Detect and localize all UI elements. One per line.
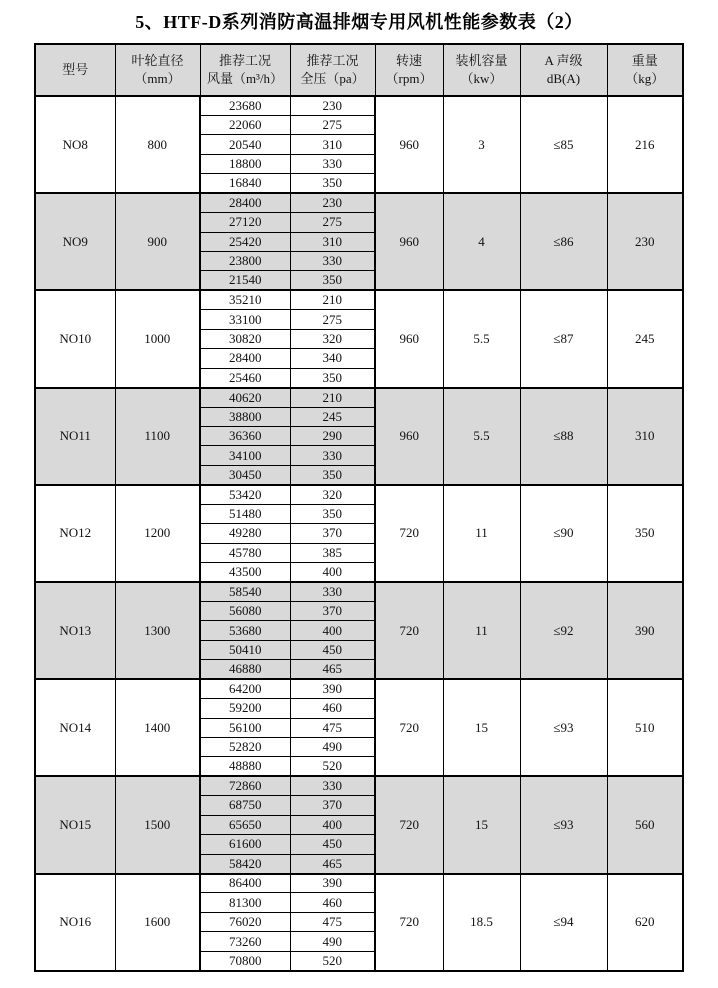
weight-cell: 620 — [607, 874, 683, 971]
table-row — [35, 96, 683, 115]
header-line: dB(A) — [546, 71, 581, 86]
weight-cell: 350 — [607, 485, 683, 582]
pressure-cell: 350 — [290, 271, 375, 290]
flow-cell: 35210 — [200, 290, 290, 309]
flow-cell: 53420 — [200, 485, 290, 504]
col-header-power — [443, 44, 520, 96]
col-header-model — [35, 44, 115, 96]
flow-cell: 52820 — [200, 737, 290, 756]
pressure-cell: 370 — [290, 601, 375, 620]
noise-cell: ≤85 — [520, 96, 607, 193]
diameter-cell: 1600 — [115, 874, 200, 971]
pressure-cell: 350 — [290, 465, 375, 484]
noise-cell: ≤86 — [520, 193, 607, 290]
weight-cell: 390 — [607, 582, 683, 679]
power-cell: 4 — [443, 193, 520, 290]
flow-cell: 43500 — [200, 563, 290, 582]
rpm-cell: 960 — [375, 193, 443, 290]
pressure-cell: 370 — [290, 524, 375, 543]
pressure-cell: 390 — [290, 679, 375, 698]
pressure-cell: 330 — [290, 776, 375, 795]
flow-cell: 38800 — [200, 407, 290, 426]
table-row — [35, 388, 683, 407]
header-line: （rpm） — [385, 71, 433, 86]
header-line: 推荐工况 — [306, 53, 359, 69]
power-cell: 15 — [443, 679, 520, 776]
rpm-cell: 960 — [375, 96, 443, 193]
flow-cell: 25460 — [200, 368, 290, 387]
pressure-cell: 465 — [290, 854, 375, 873]
pressure-cell: 490 — [290, 737, 375, 756]
rpm-cell: 720 — [375, 582, 443, 679]
pressure-cell: 460 — [290, 699, 375, 718]
header-line: 推荐工况 — [218, 53, 271, 69]
pressure-cell: 340 — [290, 349, 375, 368]
pressure-cell: 210 — [290, 290, 375, 309]
flow-cell: 81300 — [200, 893, 290, 912]
table-row — [35, 582, 683, 601]
header-line: （kg） — [625, 71, 665, 86]
flow-cell: 46880 — [200, 660, 290, 679]
pressure-cell: 490 — [290, 932, 375, 951]
weight-cell: 560 — [607, 776, 683, 873]
pressure-cell: 400 — [290, 815, 375, 834]
flow-cell: 36360 — [200, 426, 290, 445]
power-cell: 3 — [443, 96, 520, 193]
model-cell: NO8 — [35, 96, 115, 193]
weight-cell: 245 — [607, 290, 683, 387]
model-cell: NO15 — [35, 776, 115, 873]
flow-cell: 16840 — [200, 174, 290, 193]
flow-cell: 34100 — [200, 446, 290, 465]
pressure-cell: 350 — [290, 174, 375, 193]
header-line: （mm） — [134, 71, 181, 86]
flow-cell: 56100 — [200, 718, 290, 737]
page-title: 5、HTF-D系列消防高温排烟专用风机性能参数表（2） — [135, 12, 583, 32]
pressure-cell: 520 — [290, 757, 375, 776]
header-row — [35, 44, 683, 96]
power-cell: 15 — [443, 776, 520, 873]
pressure-cell: 275 — [290, 115, 375, 134]
diameter-cell: 1200 — [115, 485, 200, 582]
pressure-cell: 230 — [290, 193, 375, 212]
pressure-cell: 245 — [290, 407, 375, 426]
header-line: 装机容量 — [455, 53, 508, 69]
flow-cell: 20540 — [200, 135, 290, 154]
flow-cell: 76020 — [200, 912, 290, 931]
col-header-weight — [607, 44, 683, 96]
pressure-cell: 400 — [290, 563, 375, 582]
pressure-cell: 275 — [290, 213, 375, 232]
flow-cell: 50410 — [200, 640, 290, 659]
model-cell: NO12 — [35, 485, 115, 582]
pressure-cell: 330 — [290, 154, 375, 173]
flow-cell: 53680 — [200, 621, 290, 640]
pressure-cell: 330 — [290, 446, 375, 465]
col-header-airflow — [200, 44, 290, 96]
pressure-cell: 320 — [290, 485, 375, 504]
power-cell: 5.5 — [443, 290, 520, 387]
col-header-pressure — [290, 44, 375, 96]
table-row — [35, 290, 683, 309]
model-cell: NO11 — [35, 388, 115, 485]
flow-cell: 18800 — [200, 154, 290, 173]
col-header-noise — [520, 44, 607, 96]
flow-cell: 30820 — [200, 329, 290, 348]
flow-cell: 25420 — [200, 232, 290, 251]
diameter-cell: 1400 — [115, 679, 200, 776]
pressure-cell: 460 — [290, 893, 375, 912]
diameter-cell: 800 — [115, 96, 200, 193]
diameter-cell: 1100 — [115, 388, 200, 485]
pressure-cell: 330 — [290, 582, 375, 601]
header-line: 全压（pa） — [300, 71, 365, 86]
flow-cell: 59200 — [200, 699, 290, 718]
flow-cell: 49280 — [200, 524, 290, 543]
flow-cell: 40620 — [200, 388, 290, 407]
pressure-cell: 230 — [290, 96, 375, 115]
power-cell: 11 — [443, 582, 520, 679]
pressure-cell: 465 — [290, 660, 375, 679]
table-row — [35, 193, 683, 212]
rpm-cell: 720 — [375, 776, 443, 873]
rpm-cell: 720 — [375, 485, 443, 582]
power-cell: 5.5 — [443, 388, 520, 485]
noise-cell: ≤87 — [520, 290, 607, 387]
flow-cell: 86400 — [200, 874, 290, 893]
table-row — [35, 679, 683, 698]
weight-cell: 216 — [607, 96, 683, 193]
pressure-cell: 310 — [290, 135, 375, 154]
pressure-cell: 320 — [290, 329, 375, 348]
flow-cell: 61600 — [200, 835, 290, 854]
pressure-cell: 330 — [290, 252, 375, 271]
flow-cell: 22060 — [200, 115, 290, 134]
pressure-cell: 475 — [290, 718, 375, 737]
weight-cell: 510 — [607, 679, 683, 776]
pressure-cell: 310 — [290, 232, 375, 251]
flow-cell: 30450 — [200, 465, 290, 484]
model-cell: NO10 — [35, 290, 115, 387]
noise-cell: ≤88 — [520, 388, 607, 485]
col-header-diameter — [115, 44, 200, 96]
flow-cell: 28400 — [200, 349, 290, 368]
table-row — [35, 485, 683, 504]
model-cell: NO9 — [35, 193, 115, 290]
power-cell: 18.5 — [443, 874, 520, 971]
model-cell: NO14 — [35, 679, 115, 776]
flow-cell: 64200 — [200, 679, 290, 698]
weight-cell: 230 — [607, 193, 683, 290]
pressure-cell: 350 — [290, 504, 375, 523]
flow-cell: 48880 — [200, 757, 290, 776]
diameter-cell: 900 — [115, 193, 200, 290]
table-row — [35, 776, 683, 795]
noise-cell: ≤92 — [520, 582, 607, 679]
header-line: 叶轮直径 — [131, 53, 184, 69]
pressure-cell: 520 — [290, 951, 375, 970]
flow-cell: 58540 — [200, 582, 290, 601]
flow-cell: 21540 — [200, 271, 290, 290]
table-row — [35, 874, 683, 893]
pressure-cell: 385 — [290, 543, 375, 562]
flow-cell: 73260 — [200, 932, 290, 951]
flow-cell: 28400 — [200, 193, 290, 212]
noise-cell: ≤93 — [520, 679, 607, 776]
fan-spec-table — [34, 43, 684, 972]
pressure-cell: 275 — [290, 310, 375, 329]
diameter-cell: 1300 — [115, 582, 200, 679]
pressure-cell: 370 — [290, 796, 375, 815]
spec-table-body — [35, 96, 683, 971]
flow-cell: 27120 — [200, 213, 290, 232]
col-header-rpm — [375, 44, 443, 96]
model-cell: NO13 — [35, 582, 115, 679]
header-line: A 声级 — [544, 53, 583, 69]
header-line: 型号 — [62, 62, 89, 78]
pressure-cell: 400 — [290, 621, 375, 640]
flow-cell: 23680 — [200, 96, 290, 115]
noise-cell: ≤90 — [520, 485, 607, 582]
flow-cell: 23800 — [200, 252, 290, 271]
pressure-cell: 390 — [290, 874, 375, 893]
header-line: 风量（m³/h） — [206, 71, 284, 86]
model-cell: NO16 — [35, 874, 115, 971]
flow-cell: 68750 — [200, 796, 290, 815]
diameter-cell: 1500 — [115, 776, 200, 873]
flow-cell: 33100 — [200, 310, 290, 329]
pressure-cell: 450 — [290, 835, 375, 854]
power-cell: 11 — [443, 485, 520, 582]
pressure-cell: 350 — [290, 368, 375, 387]
table-header — [35, 44, 683, 96]
noise-cell: ≤93 — [520, 776, 607, 873]
flow-cell: 58420 — [200, 854, 290, 873]
pressure-cell: 475 — [290, 912, 375, 931]
flow-cell: 70800 — [200, 951, 290, 970]
flow-cell: 45780 — [200, 543, 290, 562]
rpm-cell: 720 — [375, 679, 443, 776]
rpm-cell: 720 — [375, 874, 443, 971]
noise-cell: ≤94 — [520, 874, 607, 971]
weight-cell: 310 — [607, 388, 683, 485]
header-line: 重量 — [631, 53, 658, 69]
flow-cell: 72860 — [200, 776, 290, 795]
diameter-cell: 1000 — [115, 290, 200, 387]
rpm-cell: 960 — [375, 388, 443, 485]
flow-cell: 51480 — [200, 504, 290, 523]
flow-cell: 56080 — [200, 601, 290, 620]
header-line: 转速 — [395, 53, 422, 69]
flow-cell: 65650 — [200, 815, 290, 834]
pressure-cell: 290 — [290, 426, 375, 445]
pressure-cell: 210 — [290, 388, 375, 407]
header-line: （kw） — [460, 71, 503, 86]
pressure-cell: 450 — [290, 640, 375, 659]
rpm-cell: 960 — [375, 290, 443, 387]
